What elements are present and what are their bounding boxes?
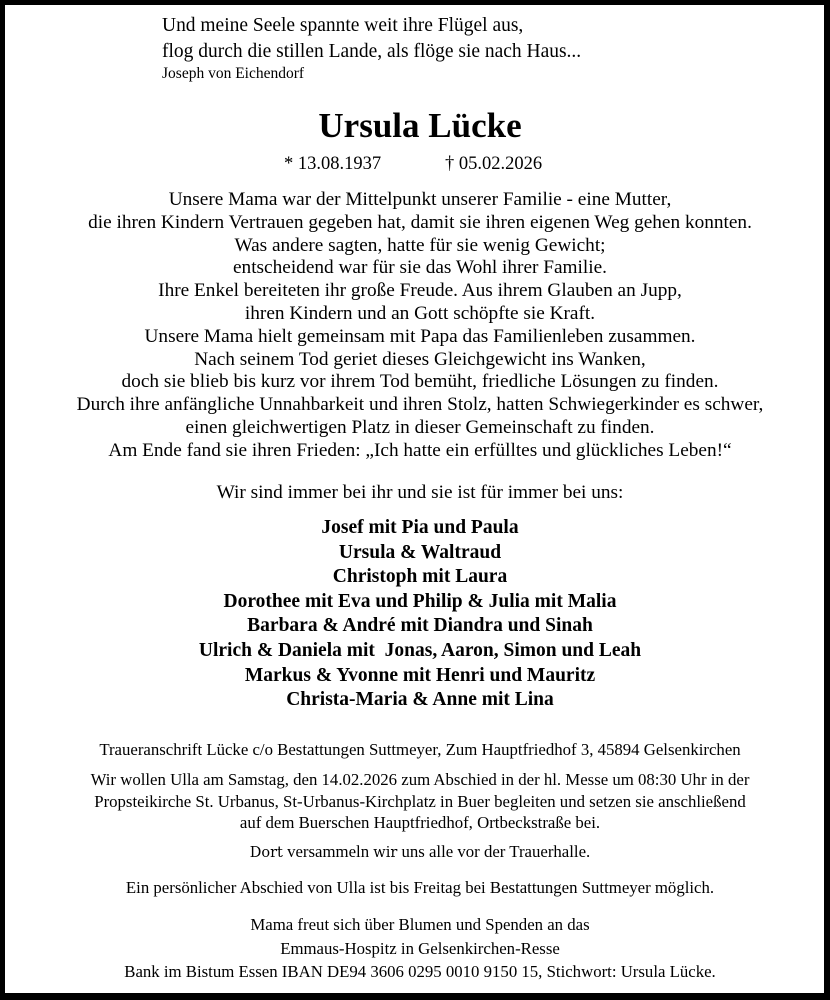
tribute-line: die ihren Kindern Vertrauen gegeben hat, damit sie ihren eigenen Weg gehen konnten.: [88, 211, 752, 233]
poem-author: Joseph von Eichendorf: [162, 65, 305, 82]
mourning-address: [5, 739, 830, 761]
family-member: Christoph mit Laura: [332, 566, 508, 588]
tribute-line: Nach seinem Tod geriet dieses Gleichgewicht ins Wanken,: [194, 348, 646, 370]
tribute-line: Ihre Enkel bereiteten ihr große Freude. Aus ihrem Glauben an Jupp,: [158, 280, 682, 302]
tribute-line: Unsere Mama war der Mittelpunkt unserer Familie - eine Mutter,: [168, 189, 672, 210]
address-line: Traueranschrift Lücke c/o Bestattungen Suttmeyer, Zum Hauptfriedhof 3, 45894 Gelsenkirchen: [99, 740, 741, 759]
birth-date: * 13.08.1937: [284, 154, 382, 174]
service-details: [5, 769, 830, 834]
tribute-line: einen gleichwertigen Platz in dieser Gemeinschaft zu finden.: [185, 416, 655, 438]
donation-line: Mama freut sich über Blumen und Spenden an das: [250, 915, 590, 934]
family-member: Dorothee mit Eva und Philip & Julia mit Malia: [223, 590, 617, 612]
service-line: Wir wollen Ulla am Samstag, den 14.02.2026 zum Abschied in der hl. Messe um 08:30 Uhr in der: [90, 770, 750, 789]
deceased-name: Ursula Lücke: [318, 106, 522, 145]
family-member: Christa-Maria & Anne mit Lina: [286, 689, 554, 711]
tribute-line: doch sie blieb bis kurz vor ihrem Tod bemüht, friedliche Lösungen zu finden.: [121, 371, 719, 393]
tribute-line: Am Ende fand sie ihren Frieden: „Ich hatte ein erfülltes und glückliches Leben!“: [108, 439, 732, 461]
gathering-word: versammeln: [282, 842, 374, 861]
service-line: auf dem Buerschen Hauptfriedhof, Ortbeckstraße bei.: [239, 813, 601, 833]
poem-line: Und meine Seele spannte weit ihre Flügel aus,: [162, 14, 524, 36]
family-member: Ursula & Waltraud: [338, 541, 502, 563]
donation-info: [5, 913, 830, 984]
family-member: Barbara & André mit Diandra und Sinah: [247, 615, 593, 637]
family-list: [5, 516, 830, 713]
closing-line: Wir sind immer bei ihr und sie ist für immer bei uns:: [216, 482, 624, 503]
personal-farewell: [5, 877, 830, 899]
poem-line: flog durch die stillen Lande, als flöge sie nach Haus...: [162, 39, 582, 62]
gathering-word: uns alle vor der Trauerhalle.: [397, 842, 591, 861]
gathering-note: [5, 841, 830, 865]
donation-line: Bank im Bistum Essen IBAN DE94 3606 0295 0010 9150 15, Stichwort: Ursula Lücke.: [124, 962, 716, 981]
tribute-line: Durch ihre anfängliche Unnahbarkeit und ihren Stolz, hatten Schwiegerkinder es schwer,: [76, 394, 764, 416]
gathering-line: [5, 841, 830, 865]
family-member: Ulrich & Daniela mit Jonas, Aaron, Simon und Leah: [198, 639, 642, 661]
tribute-text: [5, 189, 830, 463]
death-date: † 05.02.2026: [445, 154, 543, 174]
donation-line: Emmaus-Hospitz in Gelsenkirchen-Resse: [280, 938, 560, 958]
tribute-line: ihren Kindern und an Gott schöpfte sie Kraft.: [244, 302, 596, 324]
gathering-word: wir: [373, 845, 398, 861]
life-dates: [5, 153, 830, 175]
tribute-line: Was andere sagten, hatte für sie wenig Gewicht;: [234, 234, 606, 256]
family-member: Markus & Yvonne mit Henri und Mauritz: [244, 664, 596, 686]
service-line: Propsteikirche St. Urbanus, St-Urbanus-Kirchplatz in Buer begleiten und setzen sie anschließend: [94, 791, 746, 811]
tribute-line: entscheidend war für sie das Wohl ihrer Familie.: [233, 257, 607, 279]
family-member: Josef mit Pia und Paula: [321, 517, 519, 538]
gathering-word: Dort: [249, 845, 283, 861]
tribute-line: Unsere Mama hielt gemeinsam mit Papa das Familienleben zusammen.: [144, 325, 696, 347]
farewell-line: Ein persönlicher Abschied von Ulla ist bis Freitag bei Bestattungen Suttmeyer möglich.: [125, 878, 715, 897]
poem-block: [162, 13, 603, 84]
